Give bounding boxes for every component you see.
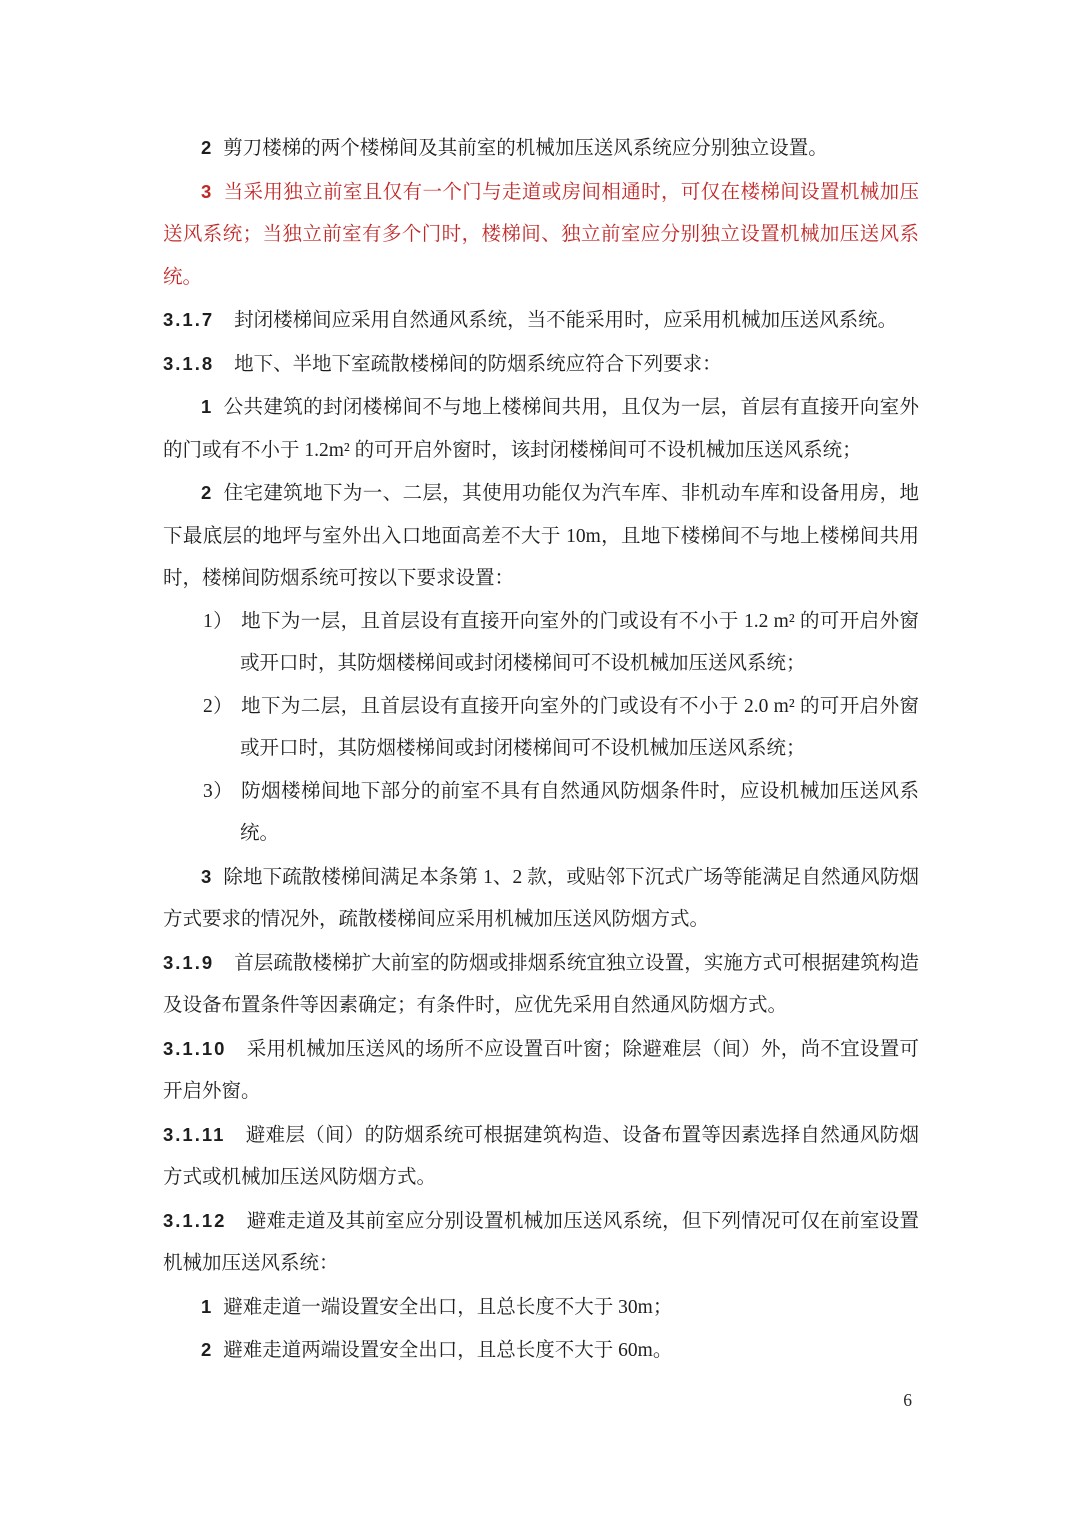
clause-3-1-11 [163,1114,919,1200]
subitem-2-basement-two-levels [203,686,919,771]
clause-number: 3.1.10 [163,1037,227,1059]
paragraph-text: 封闭楼梯间应采用自然通风系统，当不能采用时，应采用机械加压送风系统。 [234,310,898,331]
clause-number: 3.1.11 [163,1123,226,1145]
item-2-scissor-stairs [163,127,919,171]
document-body [163,127,919,1373]
clause-number: 3.1.7 [163,309,215,330]
paragraph-text: 剪刀楼梯的两个楼梯间及其前室的机械加压送风系统应分别独立设置。 [223,138,828,159]
paragraph-text: 住宅建筑地下为一、二层，其使用功能仅为汽车库、非机动车库和设备用房，地下最底层的地坪与室外出入口地面高差不大于 10m，且地下楼梯间不与地上楼梯间共用时，楼梯间防烟系统可按以下要求设置： [163,483,919,589]
item-3-evacuation-stairwell [163,856,919,942]
paragraph-text: 地下、半地下室疏散楼梯间的防烟系统应符合下列要求： [234,353,722,375]
clause-3-1-10 [163,1028,919,1114]
item-2-refuge-corridor-two-exits [163,1329,919,1373]
item-number: 2 [201,137,212,158]
item-number: 3 [201,180,212,202]
item-2-residential-basement [163,472,919,601]
item-number: 1 [201,1295,212,1317]
paragraph-text: 避难走道两端设置安全出口，且总长度不大于 60m。 [223,1340,673,1361]
paragraph-text: 当采用独立前室且仅有一个门与走道或房间相通时，可仅在楼梯间设置机械加压送风系统；当独立前室有多个门时，楼梯间、独立前室应分别独立设置机械加压送风系统。 [163,181,919,288]
clause-number: 3.1.9 [163,951,215,973]
subitem-number: 2） [203,695,234,717]
item-1-public-building [163,386,919,472]
paragraph-text: 除地下疏散楼梯间满足本条第 1、2 款，或贴邻下沉式广场等能满足自然通风防烟方式要求的情况外，疏散楼梯间应采用机械加压送风防烟方式。 [163,866,919,930]
item-3-independent-vestibule-red [163,171,919,300]
clause-3-1-9 [163,942,919,1028]
subitem-3-smoke-proof-stairwell [203,771,919,856]
paragraph-text: 避难层（间）的防烟系统可根据建筑构造、设备布置等因素选择自然通风防烟方式或机械加压送风防烟方式。 [163,1124,919,1188]
paragraph-text: 采用机械加压送风的场所不应设置百叶窗；除避难层（间）外，尚不宜设置可开启外窗。 [163,1038,919,1102]
subitem-1-basement-one-level [203,601,919,686]
subitem-number: 3） [203,780,234,802]
paragraph-text: 避难走道及其前室应分别设置机械加压送风系统，但下列情况可仅在前室设置机械加压送风系统： [163,1210,919,1274]
paragraph-text: 地下为一层，且首层设有直接开向室外的门或设有不小于 1.2 m² 的可开启外窗或开口时，其防烟楼梯间或封闭楼梯间可不设机械加压送风系统； [240,610,919,674]
subitem-number: 1） [203,610,234,632]
item-number: 2 [201,1339,212,1360]
item-number: 1 [201,396,212,417]
clause-3-1-12 [163,1200,919,1286]
item-1-refuge-corridor-one-exit [163,1286,919,1330]
item-number: 2 [201,482,212,503]
paragraph-text: 首层疏散楼梯扩大前室的防烟或排烟系统宜独立设置，实施方式可根据建筑构造及设备布置条件等因素确定；有条件时，应优先采用自然通风防烟方式。 [163,952,919,1016]
page-number: 6 [903,1390,912,1410]
paragraph-text: 地下为二层，且首层设有直接开向室外的门或设有不小于 2.0 m² 的可开启外窗或开口时，其防烟楼梯间或封闭楼梯间可不设机械加压送风系统； [240,695,919,759]
paragraph-text: 防烟楼梯间地下部分的前室不具有自然通风防烟条件时，应设机械加压送风系统。 [240,780,919,844]
clause-3-1-7 [163,299,919,343]
clause-3-1-8 [163,343,919,387]
paragraph-text: 公共建筑的封闭楼梯间不与地上楼梯间共用，且仅为一层，首层有直接开向室外的门或有不小于 1.2m² 的可开启外窗时，该封闭楼梯间可不设机械加压送风系统； [163,397,919,461]
clause-number: 3.1.12 [163,1209,227,1231]
item-number: 3 [201,865,212,887]
clause-number: 3.1.8 [163,352,215,374]
paragraph-text: 避难走道一端设置安全出口，且总长度不大于 30m； [223,1296,673,1318]
